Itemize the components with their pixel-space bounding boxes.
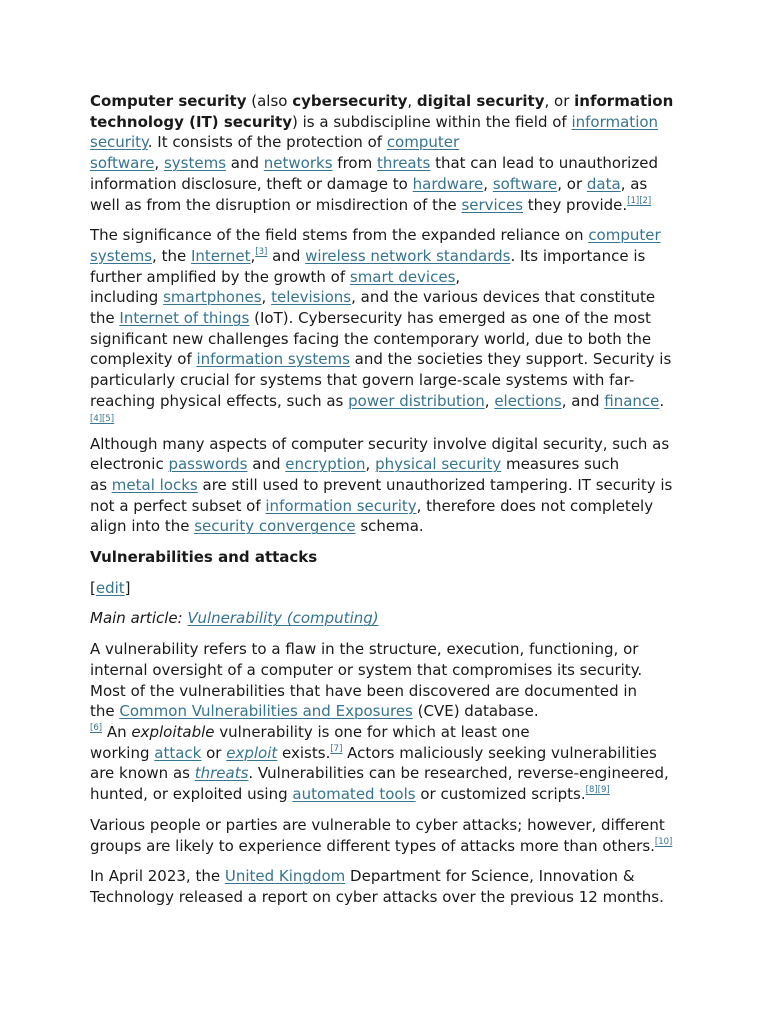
text-line (90, 112, 680, 133)
text: , or (557, 174, 587, 193)
link-threats[interactable]: threats (194, 764, 249, 783)
link-security[interactable]: security (90, 133, 148, 152)
text: working (90, 743, 155, 762)
text: internal oversight of a computer or system that compromises its security. (90, 660, 643, 679)
text: The significance of the field stems from the expanded reliance on (90, 226, 589, 245)
text: , (407, 92, 417, 110)
link-information-systems[interactable]: information systems (196, 350, 350, 369)
text: vulnerability is one for which at least one (214, 722, 530, 741)
citation (330, 744, 342, 754)
text-line (90, 516, 680, 537)
text: , and the various devices that constitute (351, 288, 656, 307)
link-smart-devices[interactable]: smart devices (349, 267, 456, 286)
link-information[interactable]: information (571, 112, 659, 131)
text: from (332, 154, 377, 173)
text-line (90, 454, 680, 475)
text-line (90, 91, 680, 112)
text: and (226, 154, 264, 173)
citation-link[interactable]: [4] (90, 413, 103, 424)
text-line (90, 153, 680, 174)
text: schema. (355, 517, 424, 536)
bold-term: cybersecurity (292, 92, 408, 110)
link-systems[interactable]: systems (163, 154, 227, 173)
text-line (90, 434, 680, 455)
link-information-security[interactable]: information security (265, 496, 417, 515)
link-televisions[interactable]: televisions (271, 288, 352, 307)
bold-term: Computer security (90, 92, 247, 110)
bold-term: information (574, 92, 674, 110)
link-common-vulnerabilities-and-exposures[interactable]: Common Vulnerabilities and Exposures (119, 702, 413, 721)
text-line (90, 815, 680, 836)
text: A vulnerability refers to a flaw in the structure, execution, functioning, or (90, 640, 639, 659)
text: including (90, 288, 164, 307)
citation (655, 837, 672, 847)
vulnerability-section (90, 639, 680, 907)
text: well as from the disruption or misdirection of the (90, 195, 462, 214)
link-internet[interactable]: Internet (190, 246, 251, 265)
text-line (90, 349, 680, 370)
text: , (484, 391, 495, 410)
link-services[interactable]: services (461, 195, 524, 214)
edit-bracket-close: ] (124, 578, 131, 597)
citation-link[interactable]: [9] (597, 785, 610, 796)
text: they provide. (523, 195, 628, 214)
link-software[interactable]: software (90, 154, 155, 173)
main-article-prefix: Main article: (90, 609, 188, 628)
text: are known as (90, 764, 195, 783)
link-encryption[interactable]: encryption (285, 455, 366, 474)
text: Most of the vulnerabilities that have been discovered are documented in (90, 681, 638, 700)
bold-term: technology (IT) security (90, 112, 292, 131)
text: groups are likely to experience different types of attacks more than others. (90, 836, 655, 855)
italic-term: exploitable (131, 722, 215, 741)
text-line (90, 195, 680, 216)
text: , (250, 246, 256, 265)
link-internet-of-things[interactable]: Internet of things (119, 309, 250, 328)
text: . (659, 391, 665, 410)
text-line (90, 391, 680, 412)
text-line (90, 887, 680, 908)
article-intro (90, 91, 680, 537)
text-line (90, 722, 680, 743)
link-wireless-network-standards[interactable]: wireless network standards (305, 246, 511, 265)
citation-link[interactable]: [5] (102, 413, 115, 424)
link-data[interactable]: data (586, 174, 621, 193)
bold-term: digital security (416, 92, 545, 110)
link-united-kingdom[interactable]: United Kingdom (224, 867, 346, 886)
link-power-distribution[interactable]: power distribution (348, 391, 485, 410)
text: , the (152, 246, 191, 265)
citation-link[interactable]: [3] (255, 246, 268, 257)
text-line (90, 681, 680, 702)
link-automated-tools[interactable]: automated tools (292, 785, 416, 804)
link-threats[interactable]: threats (376, 154, 431, 173)
text-line (90, 660, 680, 681)
citation (639, 196, 651, 206)
groups-paragraph (90, 815, 680, 856)
link-security-convergence[interactable]: security convergence (194, 517, 356, 536)
text: Actors maliciously seeking vulnerabilities (342, 743, 657, 762)
text-line (90, 475, 680, 496)
text: exists. (277, 743, 331, 762)
link-systems[interactable]: systems (90, 246, 153, 265)
uk-report-paragraph (90, 866, 680, 907)
citation-link[interactable]: [2] (639, 195, 652, 206)
text: , (154, 154, 164, 173)
edit-bracket-open: [ (90, 578, 96, 597)
citation (90, 723, 102, 733)
text: further amplified by the growth of (90, 267, 350, 286)
link-hardware[interactable]: hardware (412, 174, 484, 193)
text: or (201, 743, 227, 762)
link-computer[interactable]: computer (588, 226, 661, 245)
link-networks[interactable]: networks (263, 154, 333, 173)
text-line (90, 174, 680, 195)
text: and (247, 455, 286, 474)
link-exploit[interactable]: exploit (226, 743, 278, 762)
text-line (90, 496, 680, 517)
text: Although many aspects of computer security involve digital security, such as (90, 434, 670, 453)
link-elections[interactable]: elections (494, 391, 562, 410)
link-metal-locks[interactable]: metal locks (111, 475, 198, 494)
text: , (455, 267, 461, 286)
digital-security-paragraph (90, 434, 680, 538)
link-computer[interactable]: computer (386, 133, 460, 152)
text: , and (561, 391, 605, 410)
citation (255, 247, 267, 257)
link-software[interactable]: software (492, 174, 558, 193)
citation-link[interactable]: [10] (654, 836, 673, 847)
text-line (90, 225, 680, 246)
citation (598, 785, 610, 795)
text: are still used to prevent unauthorized tampering. IT security is (197, 475, 673, 494)
text: and the societies they support. Security is (349, 350, 672, 369)
text: as (90, 475, 112, 494)
text: reaching physical effects, such as (90, 391, 349, 410)
text-line (90, 370, 680, 391)
text-line (90, 743, 680, 764)
text-line (90, 246, 680, 267)
main-article-link[interactable]: Vulnerability (computing) (187, 609, 379, 628)
text: Technology released a report on cyber attacks over the previous 12 months. (90, 887, 664, 906)
text: , therefore does not completely (416, 496, 654, 515)
citation-link[interactable]: [6] (90, 722, 103, 733)
edit-link[interactable]: edit (95, 578, 125, 597)
text: measures such (501, 455, 620, 474)
link-passwords[interactable]: passwords (168, 455, 248, 474)
text-line (90, 763, 680, 784)
text: In April 2023, the (90, 867, 225, 886)
text: or customized scripts. (415, 785, 586, 804)
text-line (90, 308, 680, 329)
text: not a perfect subset of (90, 496, 266, 515)
text: . Vulnerabilities can be researched, reverse-engineered, (248, 764, 669, 783)
link-physical-security[interactable]: physical security (375, 455, 502, 474)
text: significant new challenges facing the contemporary world, due to both the (90, 329, 652, 348)
text: Department for Science, Innovation & (345, 867, 635, 886)
text-line (90, 329, 680, 350)
text-line (90, 267, 680, 288)
text: hunted, or exploited using (90, 785, 293, 804)
text: . It consists of the protection of (147, 133, 387, 152)
intro-paragraph (90, 91, 680, 215)
text-line (90, 701, 680, 722)
text-line (90, 784, 680, 805)
text: align into the (90, 517, 195, 536)
article-body (90, 91, 680, 918)
text: the (90, 309, 120, 328)
edit-section (90, 578, 680, 599)
text: , (483, 174, 493, 193)
text: particularly crucial for systems that govern large-scale systems with far- (90, 371, 635, 390)
significance-paragraph (90, 225, 680, 423)
text-line (90, 836, 680, 857)
text: (also (246, 92, 293, 110)
citation-link[interactable]: [1] (627, 195, 640, 206)
text-line (90, 639, 680, 660)
main-article-note (90, 608, 680, 629)
citation-link[interactable]: [8] (585, 785, 598, 796)
text: Various people or parties are vulnerable to cyber attacks; however, different (90, 815, 665, 834)
section-heading: Vulnerabilities and attacks (90, 548, 318, 567)
text-line (90, 132, 680, 153)
text: An (102, 722, 132, 741)
citation-line (90, 414, 680, 424)
text: the (90, 702, 120, 721)
text: . Its importance is (510, 246, 646, 265)
citation (586, 785, 598, 795)
citation (627, 196, 639, 206)
vulnerability-paragraph (90, 639, 680, 805)
text: complexity of (90, 350, 197, 369)
link-attack[interactable]: attack (154, 743, 202, 762)
text: , (261, 288, 272, 307)
text-line (90, 866, 680, 887)
text-line (90, 287, 680, 308)
citation-link[interactable]: [7] (330, 743, 343, 754)
link-smartphones[interactable]: smartphones (163, 288, 262, 307)
link-finance[interactable]: finance (604, 391, 660, 410)
text: ) is a subdiscipline within the field of (292, 112, 572, 131)
text: and (267, 246, 306, 265)
text: , (365, 455, 376, 474)
text: , or (544, 92, 575, 110)
text: electronic (90, 455, 169, 474)
text: information disclosure, theft or damage to (90, 174, 413, 193)
text: (CVE) database. (412, 702, 539, 721)
text: , as (620, 174, 648, 193)
text: (IoT). Cybersecurity has emerged as one of the most (249, 309, 651, 328)
text: that can lead to unauthorized (430, 154, 658, 173)
